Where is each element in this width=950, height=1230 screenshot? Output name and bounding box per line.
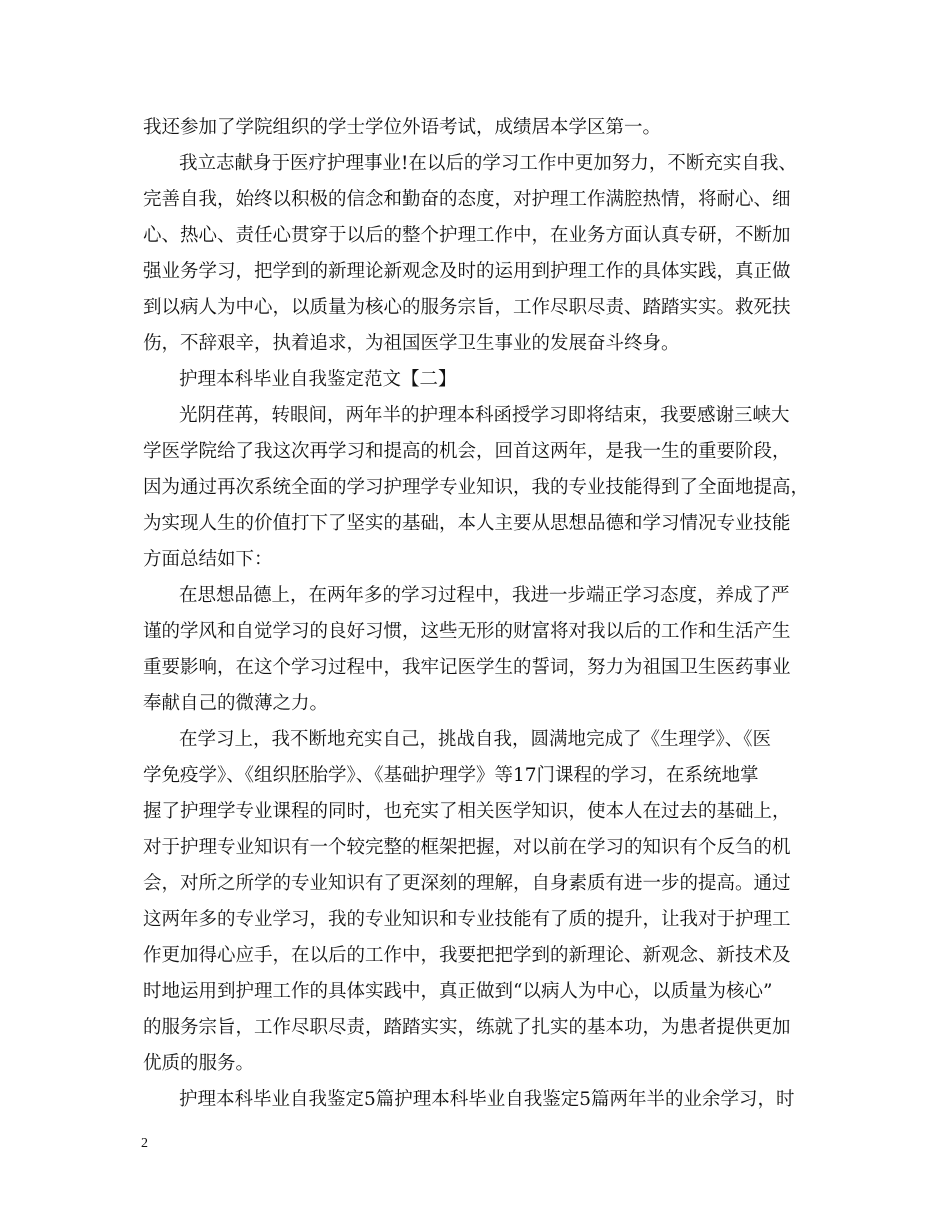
text-line: 的服务宗旨，工作尽职尽责，踏踏实实，练就了扎实的基本功，为患者提供更加 (143, 1017, 791, 1038)
text-line: 完善自我，始终以积极的信念和勤奋的态度，对护理工作满腔热情，将耐心、细 (143, 189, 791, 210)
text-line: 方面总结如下： (143, 549, 273, 570)
text-line: 到以病人为中心，以质量为核心的服务宗旨，工作尽职尽责、踏踏实实。救死扶 (143, 297, 791, 318)
text-line: 优质的服务。 (143, 1053, 255, 1074)
page-number: 2 (141, 1136, 148, 1151)
text-line: 因为通过再次系统全面的学习护理学专业知识，我的专业技能得到了全面地提高， (143, 477, 810, 498)
text-line: 学免疫学》、《组织胚胎学》、《基础护理学》等17门课程的学习，在系统地掌 (143, 765, 759, 786)
section-heading: 护理本科毕业自我鉴定范文【二】 (179, 369, 457, 390)
text-line: 为实现人生的价值打下了坚实的基础，本人主要从思想品德和学习情况专业技能 (143, 513, 791, 534)
text-line: 光阴荏苒，转眼间，两年半的护理本科函授学习即将结束，我要感谢三峡大 (179, 405, 790, 426)
text-line: 重要影响，在这个学习过程中，我牢记医学生的誓词，努力为祖国卫生医药事业 (143, 657, 791, 678)
text-line: 会，对所之所学的专业知识有了更深刻的理解，自身素质有进一步的提高。通过 (143, 873, 791, 894)
text-line: 这两年多的专业学习，我的专业知识和专业技能有了质的提升，让我对于护理工 (143, 909, 791, 930)
text-line: 心、热心、责任心贯穿于以后的整个护理工作中，在业务方面认真专研，不断加 (143, 225, 791, 246)
text-line: 谨的学风和自觉学习的良好习惯，这些无形的财富将对我以后的工作和生活产生 (143, 621, 791, 642)
text-line: 我还参加了学院组织的学士学位外语考试，成绩居本学区第一。 (143, 117, 662, 138)
text-line: 强业务学习，把学到的新理论新观念及时的运用到护理工作的具体实践，真正做 (143, 261, 791, 282)
text-line: 在学习上，我不断地充实自己，挑战自我，圆满地完成了《生理学》、《医 (179, 729, 772, 750)
text-line: 时地运用到护理工作的具体实践中，真正做到“以病人为中心，以质量为核心” (143, 981, 773, 1002)
text-line: 护理本科毕业自我鉴定5篇护理本科毕业自我鉴定5篇两年半的业余学习，时 (179, 1089, 795, 1110)
text-line: 对于护理专业知识有一个较完整的框架把握，对以前在学习的知识有个反刍的机 (143, 837, 791, 858)
text-line: 我立志献身于医疗护理事业!在以后的学习工作中更加努力，不断充实自我、 (179, 153, 797, 174)
text-line: 奉献自己的微薄之力。 (143, 693, 329, 714)
text-line: 学医学院给了我这次再学习和提高的机会，回首这两年，是我一生的重要阶段， (143, 441, 791, 462)
text-line: 在思想品德上，在两年多的学习过程中，我进一步端正学习态度，养成了严 (179, 585, 790, 606)
text-line: 伤，不辞艰辛，执着追求，为祖国医学卫生事业的发展奋斗终身。 (143, 333, 680, 354)
text-line: 作更加得心应手，在以后的工作中，我要把把学到的新理论、新观念、新技术及 (143, 945, 791, 966)
text-line: 握了护理学专业课程的同时，也充实了相关医学知识，使本人在过去的基础上， (143, 801, 791, 822)
